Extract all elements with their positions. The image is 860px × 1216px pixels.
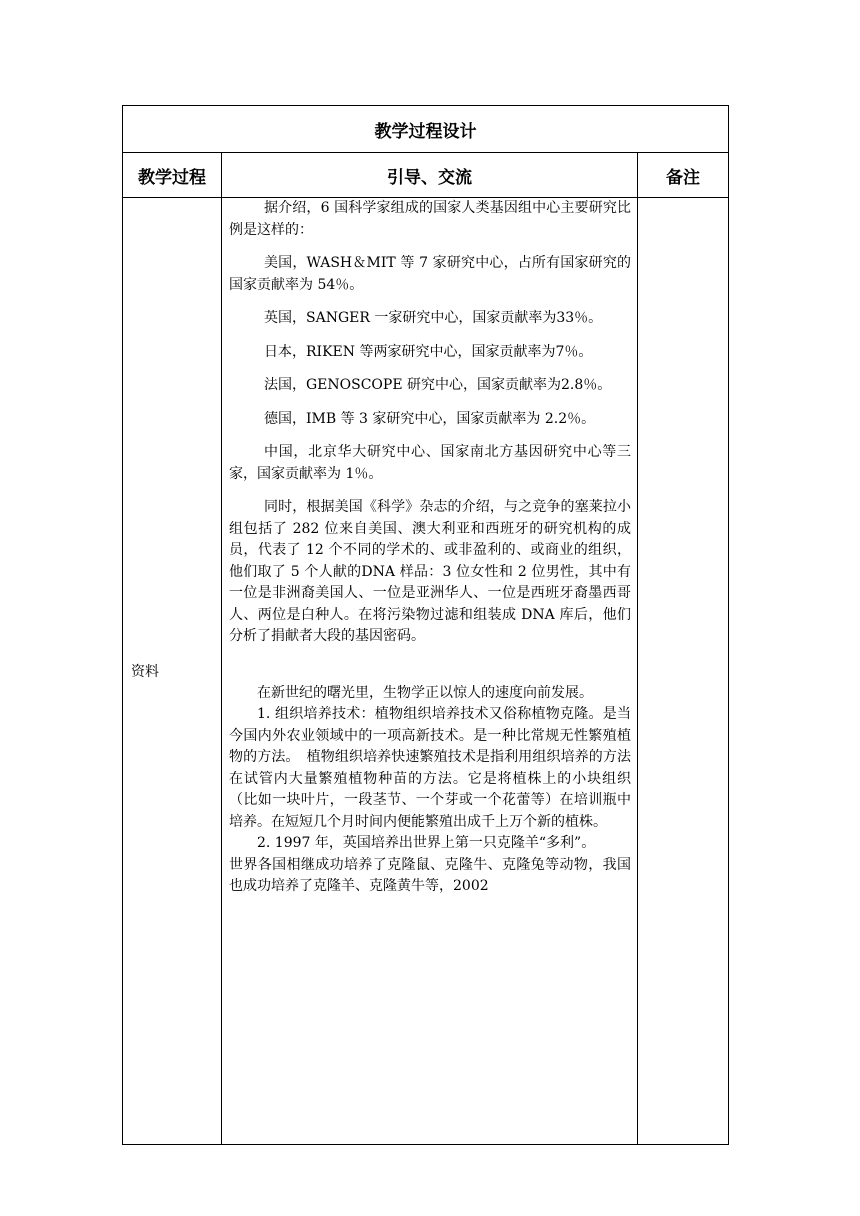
content-cell — [222, 198, 638, 1145]
table-row — [123, 198, 729, 1145]
lesson-design-table — [122, 105, 729, 1145]
paragraph-japan: 日本，RIKEN 等两家研究中心，国家贡献率为7％。 — [264, 343, 593, 360]
paragraph-tissue-culture: 1. 组织培养技术：植物组织培养技术又俗称植物克隆。是当今国内外农业领域中的一项高新技术。是一种比常规无性繁殖植物的方法。 植物组织培养快速繁殖技术是指利用组织培养的方法在试管内大量繁殖植物种苗的方法。它是将植株上的小块组织（比如一块叶片，一段茎节、一个芽或一个花蕾等）在培训瓶中培养。在短短几个月时间内便能繁殖出成千上万个新的植株。 — [229, 706, 631, 830]
header-process: 教学过程 — [123, 153, 222, 198]
paragraph-dolly: 2. 1997 年，英国培养出世界上第一只克隆羊“多利”。 — [257, 835, 596, 851]
paragraph-cloned-animals: 世界各国相继成功培养了克隆鼠、克隆牛、克隆兔等动物，我国也成功培养了克隆羊、克隆黄牛等，2002 — [229, 856, 631, 894]
paragraph-intro: 据介绍，6 国科学家组成的国家人类基因组中心主要研究比例是这样的： — [229, 200, 631, 238]
paragraph-uk: 英国，SANGER 一家研究中心，国家贡献率为33％。 — [264, 310, 603, 326]
paragraph-new-century: 在新世纪的曙光里，生物学正以惊人的速度向前发展。 — [257, 684, 593, 701]
header-guide: 引导、交流 — [222, 153, 638, 198]
paragraph-china: 中国，北京华大研究中心、国家南北方基因研究中心等三家，国家贡献率为 1％。 — [229, 444, 631, 482]
notes-cell — [638, 198, 729, 1145]
paragraph-usa: 美国，WASH＆MIT 等 7 家研究中心，占所有国家研究的国家贡献率为 54％。 — [229, 255, 631, 293]
row-label: 资料 — [123, 198, 222, 1145]
header-notes: 备注 — [638, 153, 729, 198]
paragraph-germany: 德国，IMB 等 3 家研究中心，国家贡献率为 2.2％。 — [264, 410, 596, 427]
paragraph-celera: 同时，根据美国《科学》杂志的介绍，与之竞争的塞莱拉小组包括了 282 位来自美国、澳大利亚和西班牙的研究机构的成员，代表了 12 个不同的学术的、或非盈利的、或商业的组织，他们取了 5 个人献的DNA 样品：3 位女性和 2 位男性，其中有一位是非洲裔美国人、一位是亚洲华人、一位是西班牙裔墨西哥人、两位是白种人。在将污染物过滤和组装成 DNA 库后，他们分析了捐献者大段的基因密码。 — [229, 499, 631, 644]
table-title: 教学过程设计 — [123, 106, 729, 153]
paragraph-france: 法国，GENOSCOPE 研究中心，国家贡献率为2.8％。 — [264, 377, 612, 393]
